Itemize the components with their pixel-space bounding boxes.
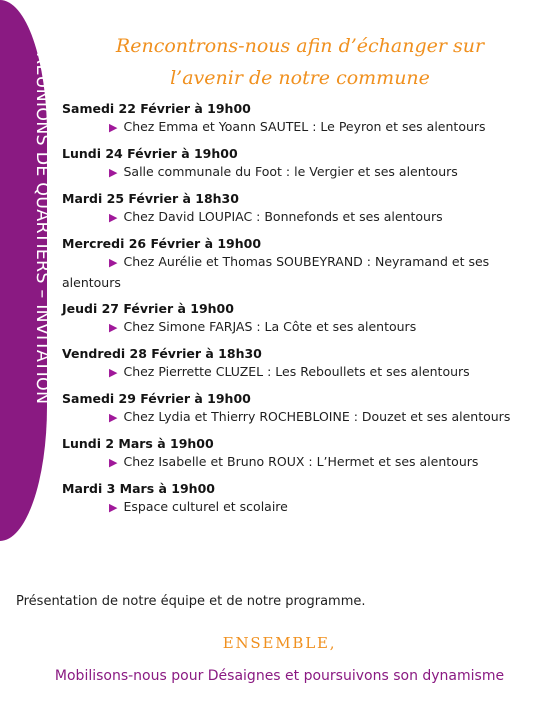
sidebar-title: REUNIONS DE QUARTIERS – INVITATION	[32, 52, 52, 405]
meeting-place-text: Chez Lydia et Thierry ROCHEBLOINE : Douzet et ses alentours	[123, 409, 511, 424]
meeting-date: Vendredi 28 Février à 18h30	[62, 346, 262, 361]
meeting-schedule	[62, 100, 532, 525]
play-arrow-icon: ▶	[109, 211, 118, 224]
meeting-date: Lundi 2 Mars à 19h00	[62, 436, 214, 451]
meeting-place-text: Chez Aurélie et Thomas SOUBEYRAND : Neyramand et ses alentours	[62, 254, 490, 290]
presentation-text: Présentation de notre équipe et de notre programme.	[16, 594, 366, 609]
play-arrow-icon: ▶	[109, 166, 118, 179]
meeting-place	[62, 317, 532, 338]
schedule-entry	[62, 100, 532, 138]
schedule-entry	[62, 235, 532, 293]
schedule-entry	[62, 345, 532, 383]
meeting-date: Mardi 3 Mars à 19h00	[62, 481, 215, 496]
meeting-date: Mercredi 26 Février à 19h00	[62, 236, 262, 251]
play-arrow-icon: ▶	[109, 321, 118, 334]
meeting-date: Jeudi 27 Février à 19h00	[62, 301, 234, 316]
meeting-place	[62, 117, 532, 138]
schedule-entry	[62, 145, 532, 183]
schedule-entry	[62, 435, 532, 473]
slogan-text: Mobilisons-nous pour Désaignes et poursuivons son dynamisme	[54, 668, 505, 684]
meeting-place	[62, 207, 532, 228]
meeting-place	[62, 252, 532, 293]
meeting-place-text: Chez Isabelle et Bruno ROUX : L’Hermet et ses alentours	[123, 454, 479, 469]
heading-line-2: l’avenir de notre commune	[170, 67, 430, 89]
schedule-entry	[62, 190, 532, 228]
meeting-place	[62, 362, 532, 383]
meeting-place	[62, 452, 532, 473]
play-arrow-icon: ▶	[109, 456, 118, 469]
play-arrow-icon: ▶	[109, 121, 118, 134]
meeting-place-text: Espace culturel et scolaire	[123, 499, 288, 514]
ensemble-text: ENSEMBLE,	[222, 634, 337, 652]
meeting-date: Samedi 22 Février à 19h00	[62, 101, 251, 116]
play-arrow-icon: ▶	[109, 501, 118, 514]
meeting-date: Mardi 25 Février à 18h30	[62, 191, 239, 206]
play-arrow-icon: ▶	[109, 256, 118, 269]
meeting-date: Samedi 29 Février à 19h00	[62, 391, 251, 406]
schedule-entry	[62, 300, 532, 338]
heading-line-1: Rencontrons-nous afin d’échanger sur	[115, 35, 485, 57]
meeting-place-text: Chez David LOUPIAC : Bonnefonds et ses alentours	[123, 209, 443, 224]
play-arrow-icon: ▶	[109, 411, 118, 424]
meeting-place-text: Salle communale du Foot : le Vergier et ses alentours	[123, 164, 458, 179]
meeting-place	[62, 407, 532, 428]
meeting-place-text: Chez Simone FARJAS : La Côte et ses alentours	[123, 319, 417, 334]
meeting-place-text: Chez Pierrette CLUZEL : Les Reboullets et ses alentours	[123, 364, 470, 379]
meeting-date: Lundi 24 Février à 19h00	[62, 146, 238, 161]
meeting-place	[62, 497, 532, 518]
meeting-place	[62, 162, 532, 183]
meeting-place-text: Chez Emma et Yoann SAUTEL : Le Peyron et ses alentours	[123, 119, 486, 134]
schedule-entry	[62, 390, 532, 428]
play-arrow-icon: ▶	[109, 366, 118, 379]
schedule-entry	[62, 480, 532, 518]
